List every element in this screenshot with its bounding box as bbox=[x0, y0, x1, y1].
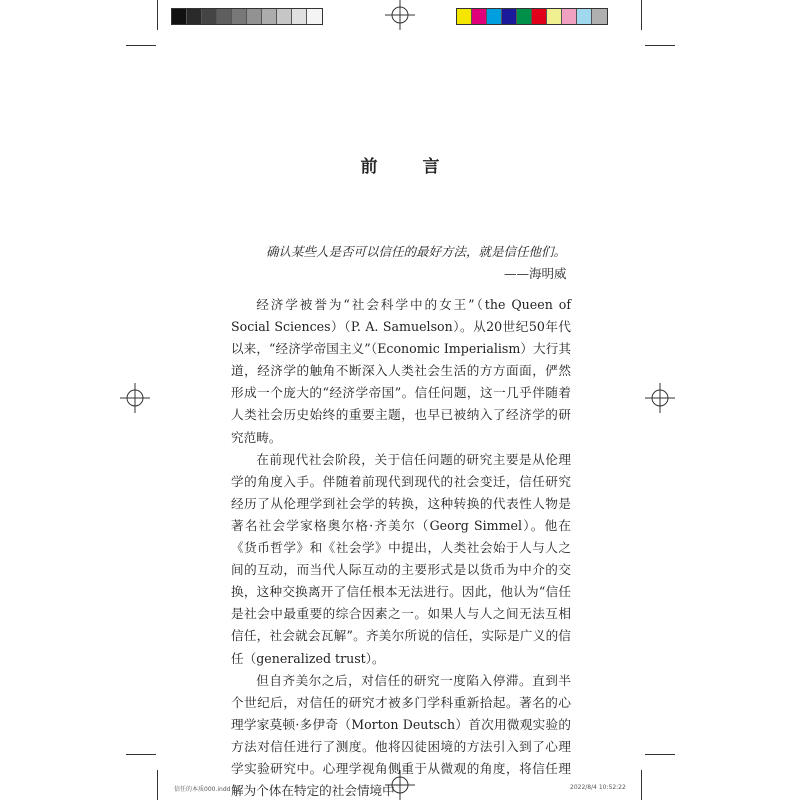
color-swatch bbox=[577, 9, 592, 24]
color-swatch bbox=[487, 9, 502, 24]
epigraph-quote: 确认某些人是否可以信任的最好方法，就是信任他们。 bbox=[266, 244, 567, 259]
color-calibration-bar bbox=[456, 8, 608, 25]
grayscale-swatch bbox=[277, 9, 292, 24]
color-swatch bbox=[457, 9, 472, 24]
grayscale-swatch bbox=[232, 9, 247, 24]
color-swatch bbox=[502, 9, 517, 24]
grayscale-swatch bbox=[307, 9, 322, 24]
color-swatch bbox=[592, 9, 607, 24]
grayscale-swatch bbox=[202, 9, 217, 24]
grayscale-swatch bbox=[262, 9, 277, 24]
registration-mark-left-icon bbox=[120, 383, 150, 413]
paragraph: 经济学被誉为“社会科学中的女王”（the Queen of Social Sciences）（P. A. Samuelson）。从20世纪50年代以来，“经济学帝国主义”（Economic Imperialism）大行其道，经济学的触角不断深入人类社会生活的方方面面，俨然形成一个庞大的“经济学帝国”。信任问题，这一几乎伴随着人类社会历史始终的重要主题，也早已被纳入了经济学的研究范畴。 bbox=[231, 297, 571, 445]
file-slug: 信任的本质000.indd 13 bbox=[174, 786, 240, 793]
grayscale-swatch bbox=[292, 9, 307, 24]
epigraph-attribution: ——海明威 bbox=[504, 266, 567, 281]
timestamp-slug: 2022/8/4 10:52:22 bbox=[570, 784, 626, 791]
color-swatch bbox=[517, 9, 532, 24]
grayscale-swatch bbox=[187, 9, 202, 24]
registration-mark-right-icon bbox=[645, 383, 675, 413]
color-swatch bbox=[562, 9, 577, 24]
color-swatch bbox=[547, 9, 562, 24]
grayscale-calibration-bar bbox=[171, 8, 323, 25]
color-swatch bbox=[532, 9, 547, 24]
grayscale-swatch bbox=[247, 9, 262, 24]
page-title: 前 言 bbox=[360, 157, 454, 177]
registration-mark-top-icon bbox=[385, 0, 415, 30]
grayscale-swatch bbox=[217, 9, 232, 24]
color-swatch bbox=[472, 9, 487, 24]
body-text bbox=[231, 294, 571, 802]
grayscale-swatch bbox=[172, 9, 187, 24]
paragraph: 但自齐美尔之后，对信任的研究一度陷入停滞。直到半个世纪后，对信任的研究才被多门学科重新拾起。著名的心理学家莫顿·多伊奇（Morton Deutsch）首次用微观实验的方法对信任进行了测度。他将囚徒困境的方法引入到了心理学实验研究中。心理学视角侧重于从微观的角度，将信任理解为个体在特定的社会情境中 bbox=[231, 672, 571, 799]
paragraph: 在前现代社会阶段，关于信任问题的研究主要是从伦理学的角度入手。伴随着前现代到现代的社会变迁，信任研究经历了从伦理学到社会学的转换，这种转换的代表性人物是著名社会学家格奥尔格·齐美尔（Georg Simmel）。他在《货币哲学》和《社会学》中提出，人类社会始于人与人之间的互动，而当代人际互动的主要形式是以货币为中介的交换，这种交换离开了信任根本无法进行。因此，他认为“信任是社会中最重要的综合因素之一。如果人与人之间无法互相信任，社会就会瓦解”。齐美尔所说的信任，实际是广义的信任（generalized trust）。 bbox=[231, 451, 571, 666]
